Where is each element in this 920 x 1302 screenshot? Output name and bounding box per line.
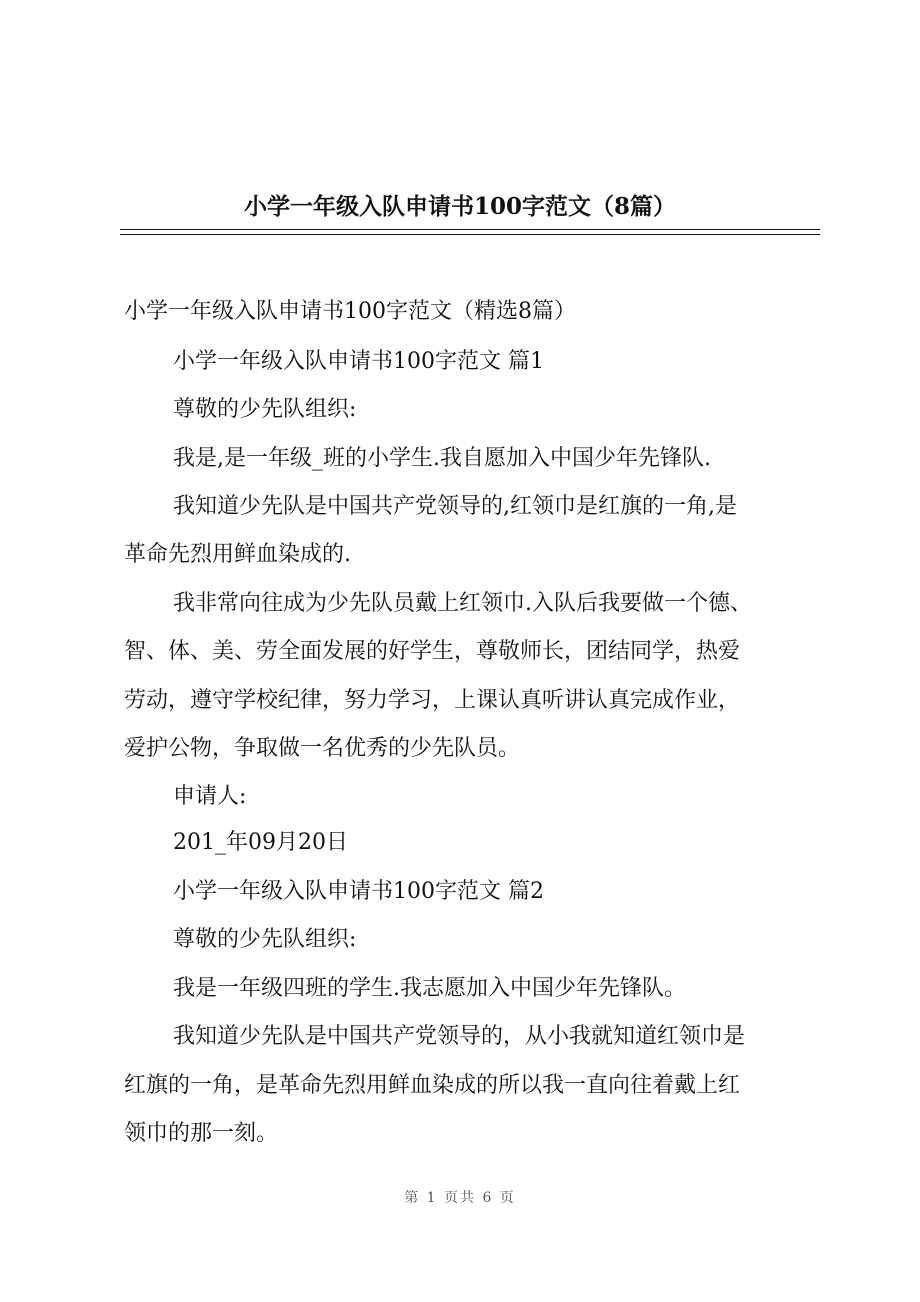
salutation-2: 尊敬的少先队组织: (173, 927, 357, 952)
paragraph-line: 爱护公物，争取做一名优秀的少先队员。 (124, 736, 521, 761)
paragraph-line: 革命先烈用鲜血染成的. (124, 542, 351, 567)
applicant-label: 申请人: (173, 784, 247, 809)
page-title: 小学一年级入队申请书100字范文（8篇） (243, 193, 676, 220)
date-line: 201_年09月20日 (173, 830, 348, 855)
title-double-rule (120, 229, 820, 235)
page-number-footer: 第 1 页共 6 页 (404, 1190, 516, 1206)
doc-subtitle: 小学一年级入队申请书100字范文（精选8篇） (124, 299, 576, 324)
paragraph-line: 红旗的一角，是革命先烈用鲜血染成的所以我一直向往着戴上红 (124, 1073, 741, 1098)
salutation-1: 尊敬的少先队组织: (173, 397, 357, 422)
paragraph-line: 我是一年级四班的学生.我志愿加入中国少年先锋队。 (173, 976, 686, 1001)
section-heading-1: 小学一年级入队申请书100字范文 篇1 (173, 349, 544, 374)
paragraph-line: 我知道少先队是中国共产党领导的,红领巾是红旗的一角,是 (173, 494, 737, 519)
paragraph-line: 领巾的那一刻。 (124, 1121, 279, 1146)
paragraph-line: 我是,是一年级_班的小学生.我自愿加入中国少年先锋队. (173, 446, 711, 471)
paragraph-line: 我知道少先队是中国共产党领导的，从小我就知道红领巾是 (173, 1024, 746, 1049)
paragraph-line: 我非常向往成为少先队员戴上红领巾.入队后我要做一个德、 (173, 591, 752, 616)
paragraph-line: 劳动，遵守学校纪律，努力学习，上课认真听讲认真完成作业， (124, 688, 741, 713)
section-heading-2: 小学一年级入队申请书100字范文 篇2 (173, 879, 544, 904)
paragraph-line: 智、体、美、劳全面发展的好学生，尊敬师长，团结同学，热爱 (124, 639, 741, 664)
